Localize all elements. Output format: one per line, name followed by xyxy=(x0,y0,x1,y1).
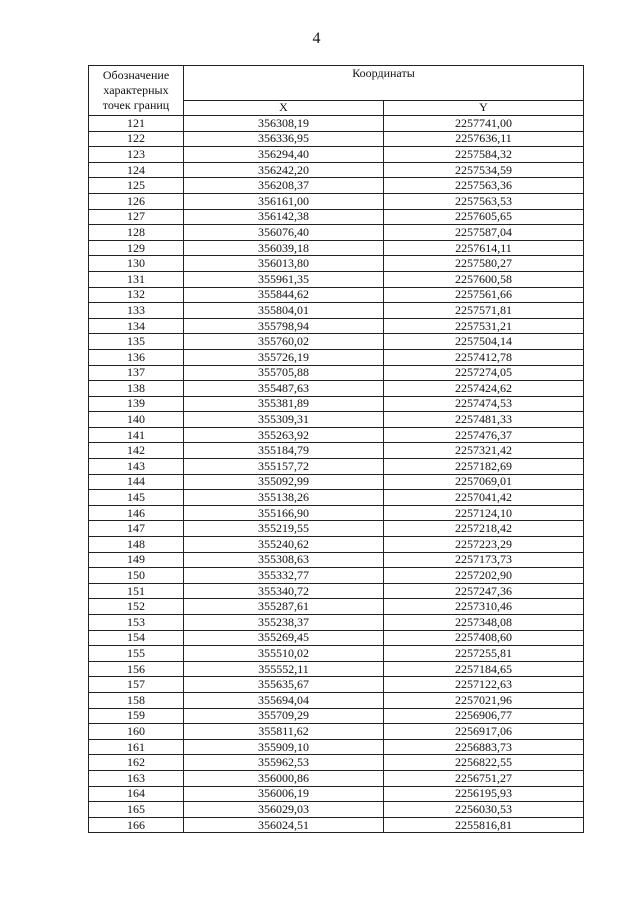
x-coordinate-cell: 355269,45 xyxy=(184,630,384,646)
table-row xyxy=(89,630,584,646)
table-row xyxy=(89,537,584,553)
x-coordinate-cell: 356029,03 xyxy=(184,802,384,818)
y-coordinate-cell: 2256195,93 xyxy=(384,786,584,802)
coordinates-header: Координаты xyxy=(184,66,584,101)
table-row xyxy=(89,661,584,677)
table-row xyxy=(89,193,584,209)
y-coordinate-cell: 2257122,63 xyxy=(384,677,584,693)
table-row xyxy=(89,708,584,724)
point-id-cell: 122 xyxy=(89,131,184,147)
point-id-cell: 146 xyxy=(89,505,184,521)
y-coordinate-cell: 2257474,53 xyxy=(384,396,584,412)
x-coordinate-cell: 356039,18 xyxy=(184,240,384,256)
point-header: Обозначение характерных точек границ xyxy=(89,66,184,116)
y-coordinate-cell: 2257041,42 xyxy=(384,490,584,506)
y-coordinate-cell: 2257636,11 xyxy=(384,131,584,147)
x-coordinate-cell: 355510,02 xyxy=(184,646,384,662)
table-row xyxy=(89,646,584,662)
table-row xyxy=(89,677,584,693)
x-coordinate-cell: 355635,67 xyxy=(184,677,384,693)
x-coordinate-cell: 356294,40 xyxy=(184,147,384,163)
point-id-cell: 150 xyxy=(89,568,184,584)
table-row xyxy=(89,147,584,163)
table-row xyxy=(89,724,584,740)
table-row xyxy=(89,162,584,178)
x-coordinate-cell: 355804,01 xyxy=(184,303,384,319)
point-id-cell: 131 xyxy=(89,271,184,287)
y-coordinate-cell: 2257571,81 xyxy=(384,303,584,319)
point-id-cell: 134 xyxy=(89,318,184,334)
table-row xyxy=(89,240,584,256)
x-coordinate-cell: 356006,19 xyxy=(184,786,384,802)
point-id-cell: 145 xyxy=(89,490,184,506)
point-id-cell: 125 xyxy=(89,178,184,194)
x-coordinate-cell: 355961,35 xyxy=(184,271,384,287)
table-row xyxy=(89,770,584,786)
y-coordinate-cell: 2257563,36 xyxy=(384,178,584,194)
x-coordinate-cell: 355308,63 xyxy=(184,552,384,568)
y-coordinate-cell: 2257614,11 xyxy=(384,240,584,256)
point-id-cell: 123 xyxy=(89,147,184,163)
table-row xyxy=(89,443,584,459)
point-id-cell: 153 xyxy=(89,615,184,631)
x-coordinate-cell: 355184,79 xyxy=(184,443,384,459)
y-coordinate-cell: 2257531,21 xyxy=(384,318,584,334)
point-id-cell: 121 xyxy=(89,116,184,132)
point-id-cell: 130 xyxy=(89,256,184,272)
x-coordinate-cell: 356076,40 xyxy=(184,225,384,241)
x-coordinate-cell: 356000,86 xyxy=(184,770,384,786)
x-coordinate-cell: 355166,90 xyxy=(184,505,384,521)
x-coordinate-cell: 355552,11 xyxy=(184,661,384,677)
point-id-cell: 137 xyxy=(89,365,184,381)
table-row xyxy=(89,131,584,147)
x-coordinate-cell: 356336,95 xyxy=(184,131,384,147)
table-row xyxy=(89,381,584,397)
x-coordinate-cell: 355487,63 xyxy=(184,381,384,397)
point-id-cell: 148 xyxy=(89,537,184,553)
y-coordinate-cell: 2256822,55 xyxy=(384,755,584,771)
x-coordinate-cell: 355694,04 xyxy=(184,692,384,708)
table-row xyxy=(89,287,584,303)
table-row xyxy=(89,318,584,334)
y-coordinate-cell: 2257173,73 xyxy=(384,552,584,568)
y-coordinate-cell: 2257476,37 xyxy=(384,427,584,443)
table-row xyxy=(89,739,584,755)
point-id-cell: 139 xyxy=(89,396,184,412)
point-id-cell: 132 xyxy=(89,287,184,303)
y-coordinate-cell: 2257741,00 xyxy=(384,116,584,132)
table-row xyxy=(89,583,584,599)
y-coordinate-cell: 2256906,77 xyxy=(384,708,584,724)
y-coordinate-cell: 2257218,42 xyxy=(384,521,584,537)
x-coordinate-cell: 355798,94 xyxy=(184,318,384,334)
point-id-cell: 144 xyxy=(89,474,184,490)
table-row xyxy=(89,271,584,287)
y-coordinate-cell: 2256883,73 xyxy=(384,739,584,755)
y-coordinate-cell: 2257580,27 xyxy=(384,256,584,272)
table-header xyxy=(89,66,584,116)
point-id-cell: 133 xyxy=(89,303,184,319)
table-row xyxy=(89,505,584,521)
point-id-cell: 129 xyxy=(89,240,184,256)
y-coordinate-cell: 2257255,81 xyxy=(384,646,584,662)
x-coordinate-cell: 355309,31 xyxy=(184,412,384,428)
y-coordinate-cell: 2257412,78 xyxy=(384,349,584,365)
point-id-cell: 135 xyxy=(89,334,184,350)
table-row xyxy=(89,459,584,475)
page-number: 4 xyxy=(312,30,321,47)
x-coordinate-cell: 356024,51 xyxy=(184,817,384,833)
y-coordinate-cell: 2257600,58 xyxy=(384,271,584,287)
y-coordinate-cell: 2257563,53 xyxy=(384,193,584,209)
x-coordinate-cell: 355705,88 xyxy=(184,365,384,381)
table-row xyxy=(89,802,584,818)
y-coordinate-cell: 2257587,04 xyxy=(384,225,584,241)
y-coordinate-cell: 2257021,96 xyxy=(384,692,584,708)
y-coordinate-cell: 2255816,81 xyxy=(384,817,584,833)
coordinates-table xyxy=(88,65,584,833)
table-row xyxy=(89,412,584,428)
table-row xyxy=(89,209,584,225)
point-id-cell: 141 xyxy=(89,427,184,443)
x-coordinate-cell: 355219,55 xyxy=(184,521,384,537)
y-coordinate-cell: 2257424,62 xyxy=(384,381,584,397)
y-coordinate-cell: 2257202,90 xyxy=(384,568,584,584)
y-header: Y xyxy=(384,100,584,115)
x-coordinate-cell: 355138,26 xyxy=(184,490,384,506)
y-coordinate-cell: 2256030,53 xyxy=(384,802,584,818)
table-row xyxy=(89,817,584,833)
x-coordinate-cell: 356242,20 xyxy=(184,162,384,178)
point-id-cell: 128 xyxy=(89,225,184,241)
y-coordinate-cell: 2257184,65 xyxy=(384,661,584,677)
y-coordinate-cell: 2257348,08 xyxy=(384,615,584,631)
table-row xyxy=(89,349,584,365)
x-coordinate-cell: 355332,77 xyxy=(184,568,384,584)
point-id-cell: 136 xyxy=(89,349,184,365)
table-row xyxy=(89,178,584,194)
y-coordinate-cell: 2257584,32 xyxy=(384,147,584,163)
table-row xyxy=(89,615,584,631)
point-id-cell: 126 xyxy=(89,193,184,209)
y-coordinate-cell: 2256751,27 xyxy=(384,770,584,786)
point-id-cell: 161 xyxy=(89,739,184,755)
point-id-cell: 151 xyxy=(89,583,184,599)
x-coordinate-cell: 356208,37 xyxy=(184,178,384,194)
x-coordinate-cell: 355811,62 xyxy=(184,724,384,740)
point-id-cell: 159 xyxy=(89,708,184,724)
y-coordinate-cell: 2257408,60 xyxy=(384,630,584,646)
table-row xyxy=(89,521,584,537)
point-id-cell: 138 xyxy=(89,381,184,397)
x-coordinate-cell: 355844,62 xyxy=(184,287,384,303)
x-coordinate-cell: 355263,92 xyxy=(184,427,384,443)
table-row xyxy=(89,396,584,412)
point-id-cell: 164 xyxy=(89,786,184,802)
point-id-cell: 147 xyxy=(89,521,184,537)
y-coordinate-cell: 2257481,33 xyxy=(384,412,584,428)
point-id-cell: 155 xyxy=(89,646,184,662)
x-coordinate-cell: 355381,89 xyxy=(184,396,384,412)
point-id-cell: 124 xyxy=(89,162,184,178)
table-row xyxy=(89,256,584,272)
y-coordinate-cell: 2257274,05 xyxy=(384,365,584,381)
table-row xyxy=(89,116,584,132)
x-coordinate-cell: 355092,99 xyxy=(184,474,384,490)
x-header: X xyxy=(184,100,384,115)
y-coordinate-cell: 2257605,65 xyxy=(384,209,584,225)
x-coordinate-cell: 356308,19 xyxy=(184,116,384,132)
point-id-cell: 149 xyxy=(89,552,184,568)
y-coordinate-cell: 2257124,10 xyxy=(384,505,584,521)
table-row xyxy=(89,225,584,241)
y-coordinate-cell: 2257534,59 xyxy=(384,162,584,178)
table-row xyxy=(89,692,584,708)
point-id-cell: 143 xyxy=(89,459,184,475)
point-id-cell: 142 xyxy=(89,443,184,459)
table-row xyxy=(89,552,584,568)
y-coordinate-cell: 2256917,06 xyxy=(384,724,584,740)
y-coordinate-cell: 2257223,29 xyxy=(384,537,584,553)
point-id-cell: 158 xyxy=(89,692,184,708)
point-id-cell: 160 xyxy=(89,724,184,740)
x-coordinate-cell: 355238,37 xyxy=(184,615,384,631)
point-id-cell: 165 xyxy=(89,802,184,818)
table-row xyxy=(89,427,584,443)
x-coordinate-cell: 355962,53 xyxy=(184,755,384,771)
table-body xyxy=(89,116,584,833)
point-id-cell: 157 xyxy=(89,677,184,693)
table-row xyxy=(89,474,584,490)
table-row xyxy=(89,755,584,771)
table-row xyxy=(89,786,584,802)
x-coordinate-cell: 356161,00 xyxy=(184,193,384,209)
y-coordinate-cell: 2257561,66 xyxy=(384,287,584,303)
y-coordinate-cell: 2257321,42 xyxy=(384,443,584,459)
y-coordinate-cell: 2257504,14 xyxy=(384,334,584,350)
point-id-cell: 163 xyxy=(89,770,184,786)
table-row xyxy=(89,490,584,506)
point-id-cell: 162 xyxy=(89,755,184,771)
point-id-cell: 140 xyxy=(89,412,184,428)
x-coordinate-cell: 355760,02 xyxy=(184,334,384,350)
x-coordinate-cell: 356142,38 xyxy=(184,209,384,225)
table-row xyxy=(89,303,584,319)
point-id-cell: 154 xyxy=(89,630,184,646)
table-row xyxy=(89,365,584,381)
y-coordinate-cell: 2257069,01 xyxy=(384,474,584,490)
point-id-cell: 127 xyxy=(89,209,184,225)
x-coordinate-cell: 355340,72 xyxy=(184,583,384,599)
x-coordinate-cell: 355240,62 xyxy=(184,537,384,553)
table-row xyxy=(89,334,584,350)
x-coordinate-cell: 355157,72 xyxy=(184,459,384,475)
point-id-cell: 152 xyxy=(89,599,184,615)
x-coordinate-cell: 355909,10 xyxy=(184,739,384,755)
table-row xyxy=(89,568,584,584)
table-row xyxy=(89,599,584,615)
point-id-cell: 156 xyxy=(89,661,184,677)
x-coordinate-cell: 355726,19 xyxy=(184,349,384,365)
x-coordinate-cell: 355287,61 xyxy=(184,599,384,615)
y-coordinate-cell: 2257310,46 xyxy=(384,599,584,615)
y-coordinate-cell: 2257182,69 xyxy=(384,459,584,475)
x-coordinate-cell: 356013,80 xyxy=(184,256,384,272)
y-coordinate-cell: 2257247,36 xyxy=(384,583,584,599)
point-id-cell: 166 xyxy=(89,817,184,833)
x-coordinate-cell: 355709,29 xyxy=(184,708,384,724)
